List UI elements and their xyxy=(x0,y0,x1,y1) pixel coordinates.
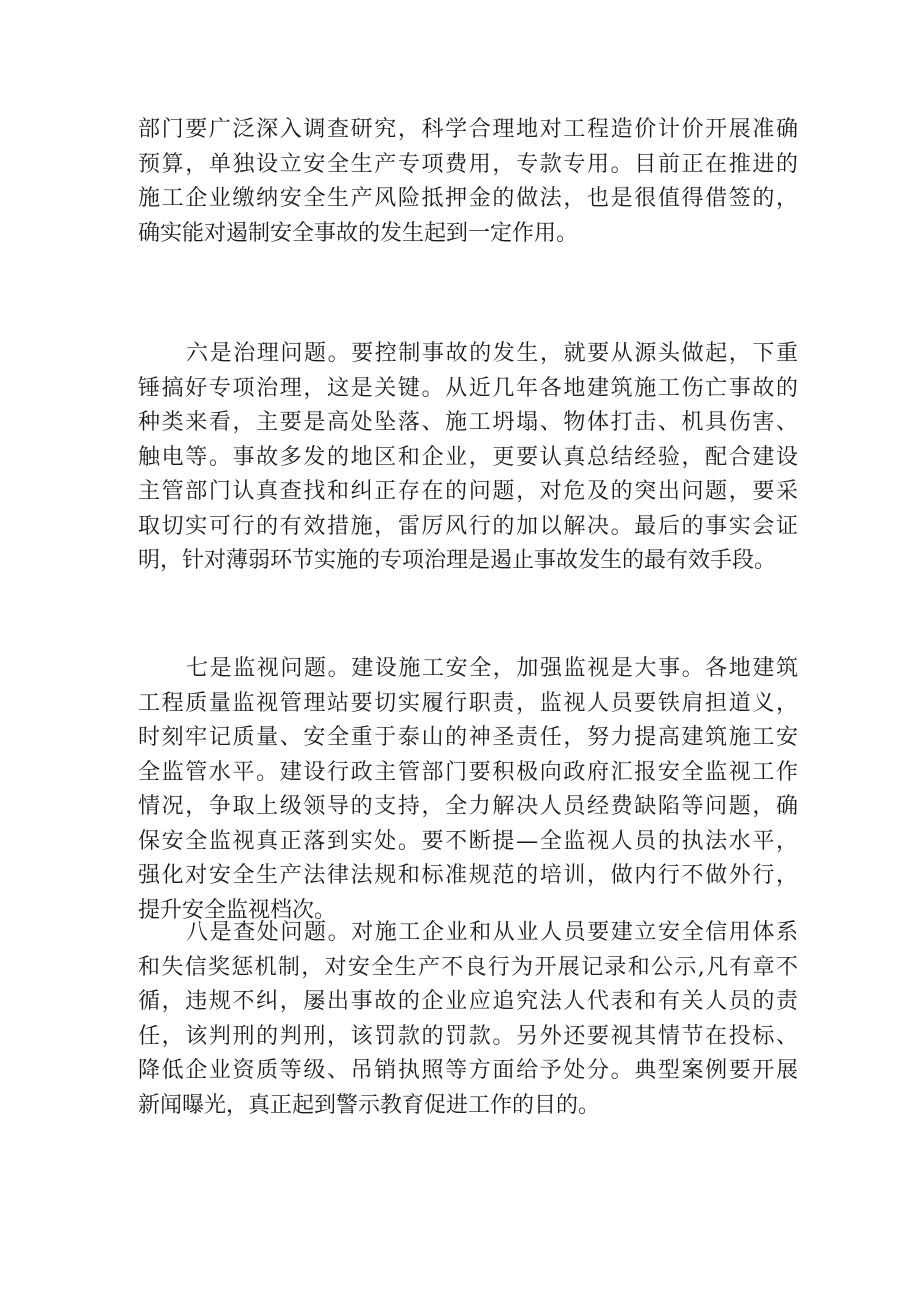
text-line: 主管部门认真查找和纠正存在的问题，对危及的突出问题，要采 xyxy=(138,479,798,504)
text-line: 八是查处问题。对施工企业和从业人员要建立安全信用体系 xyxy=(186,920,798,945)
text-line: 工程质量监视管理站要切实履行职责，监视人员要铁肩担道义， xyxy=(138,690,798,716)
text-line: 任，该判刑的判刑，该罚款的罚款。另外还要视其情节在投标、 xyxy=(138,1023,798,1049)
paragraph-governance xyxy=(138,337,798,579)
text-line: 取切实可行的有效措施，雷厉风行的加以解决。最后的事实会证 xyxy=(138,513,798,539)
text-line: 和失信奖惩机制，对安全生产不良行为开展记录和公示,凡有章不 xyxy=(138,954,798,980)
paragraph-investigation xyxy=(138,916,798,1123)
text-line: 种类来看，主要是高处坠落、施工坍塌、物体打击、机具伤害、 xyxy=(138,410,798,435)
text-line: 明，针对薄弱环节实施的专项治理是遏止事故发生的最有效手段。 xyxy=(138,548,777,573)
text-line: 新闻曝光，真正起到警示教育促进工作的目的。 xyxy=(138,1092,601,1118)
paragraph-supervision xyxy=(138,652,798,928)
paragraph-continuation xyxy=(138,113,798,251)
text-line: 时刻牢记质量、安全重于泰山的神圣责任，努力提高建筑施工安 xyxy=(138,725,798,750)
text-line: 七是监视问题。建设施工安全，加强监视是大事。各地建筑 xyxy=(186,656,798,681)
text-line: 循，违规不纠，屡出事故的企业应追究法人代表和有关人员的责 xyxy=(138,989,798,1014)
text-line: 全监管水平。建设行政主管部门要积极向政府汇报安全监视工作 xyxy=(138,759,798,785)
text-line: 降低企业资质等级、吊销执照等方面给予处分。典型案例要开展 xyxy=(138,1058,798,1083)
text-line: 提升安全监视档次。 xyxy=(138,897,337,923)
text-line: 保安全监视真正落到实处。要不断提—全监视人员的执法水平， xyxy=(138,828,798,854)
text-line: 触电等。事故多发的地区和企业，更要认真总结经验，配合建设 xyxy=(138,444,798,470)
text-line: 强化对安全生产法律法规和标准规范的培训，做内行不做外行， xyxy=(138,863,798,888)
text-line: 情况，争取上级领导的支持，全力解决人员经费缺陷等问题，确 xyxy=(138,794,798,819)
text-line: 施工企业缴纳安全生产风险抵押金的做法，也是很值得借签的， xyxy=(138,186,798,211)
text-line: 预算，单独设立安全生产专项费用，专款专用。目前正在推进的 xyxy=(138,151,798,177)
text-line: 确实能对遏制安全事故的发生起到一定作用。 xyxy=(138,220,579,246)
text-line: 锤搞好专项治理，这是关键。从近几年各地建筑施工伤亡事故的 xyxy=(138,375,798,401)
text-line: 部门要广泛深入调查研究，科学合理地对工程造价计价开展准确 xyxy=(138,117,798,142)
text-line: 六是治理问题。要控制事故的发生，就要从源头做起，下重 xyxy=(186,341,798,366)
